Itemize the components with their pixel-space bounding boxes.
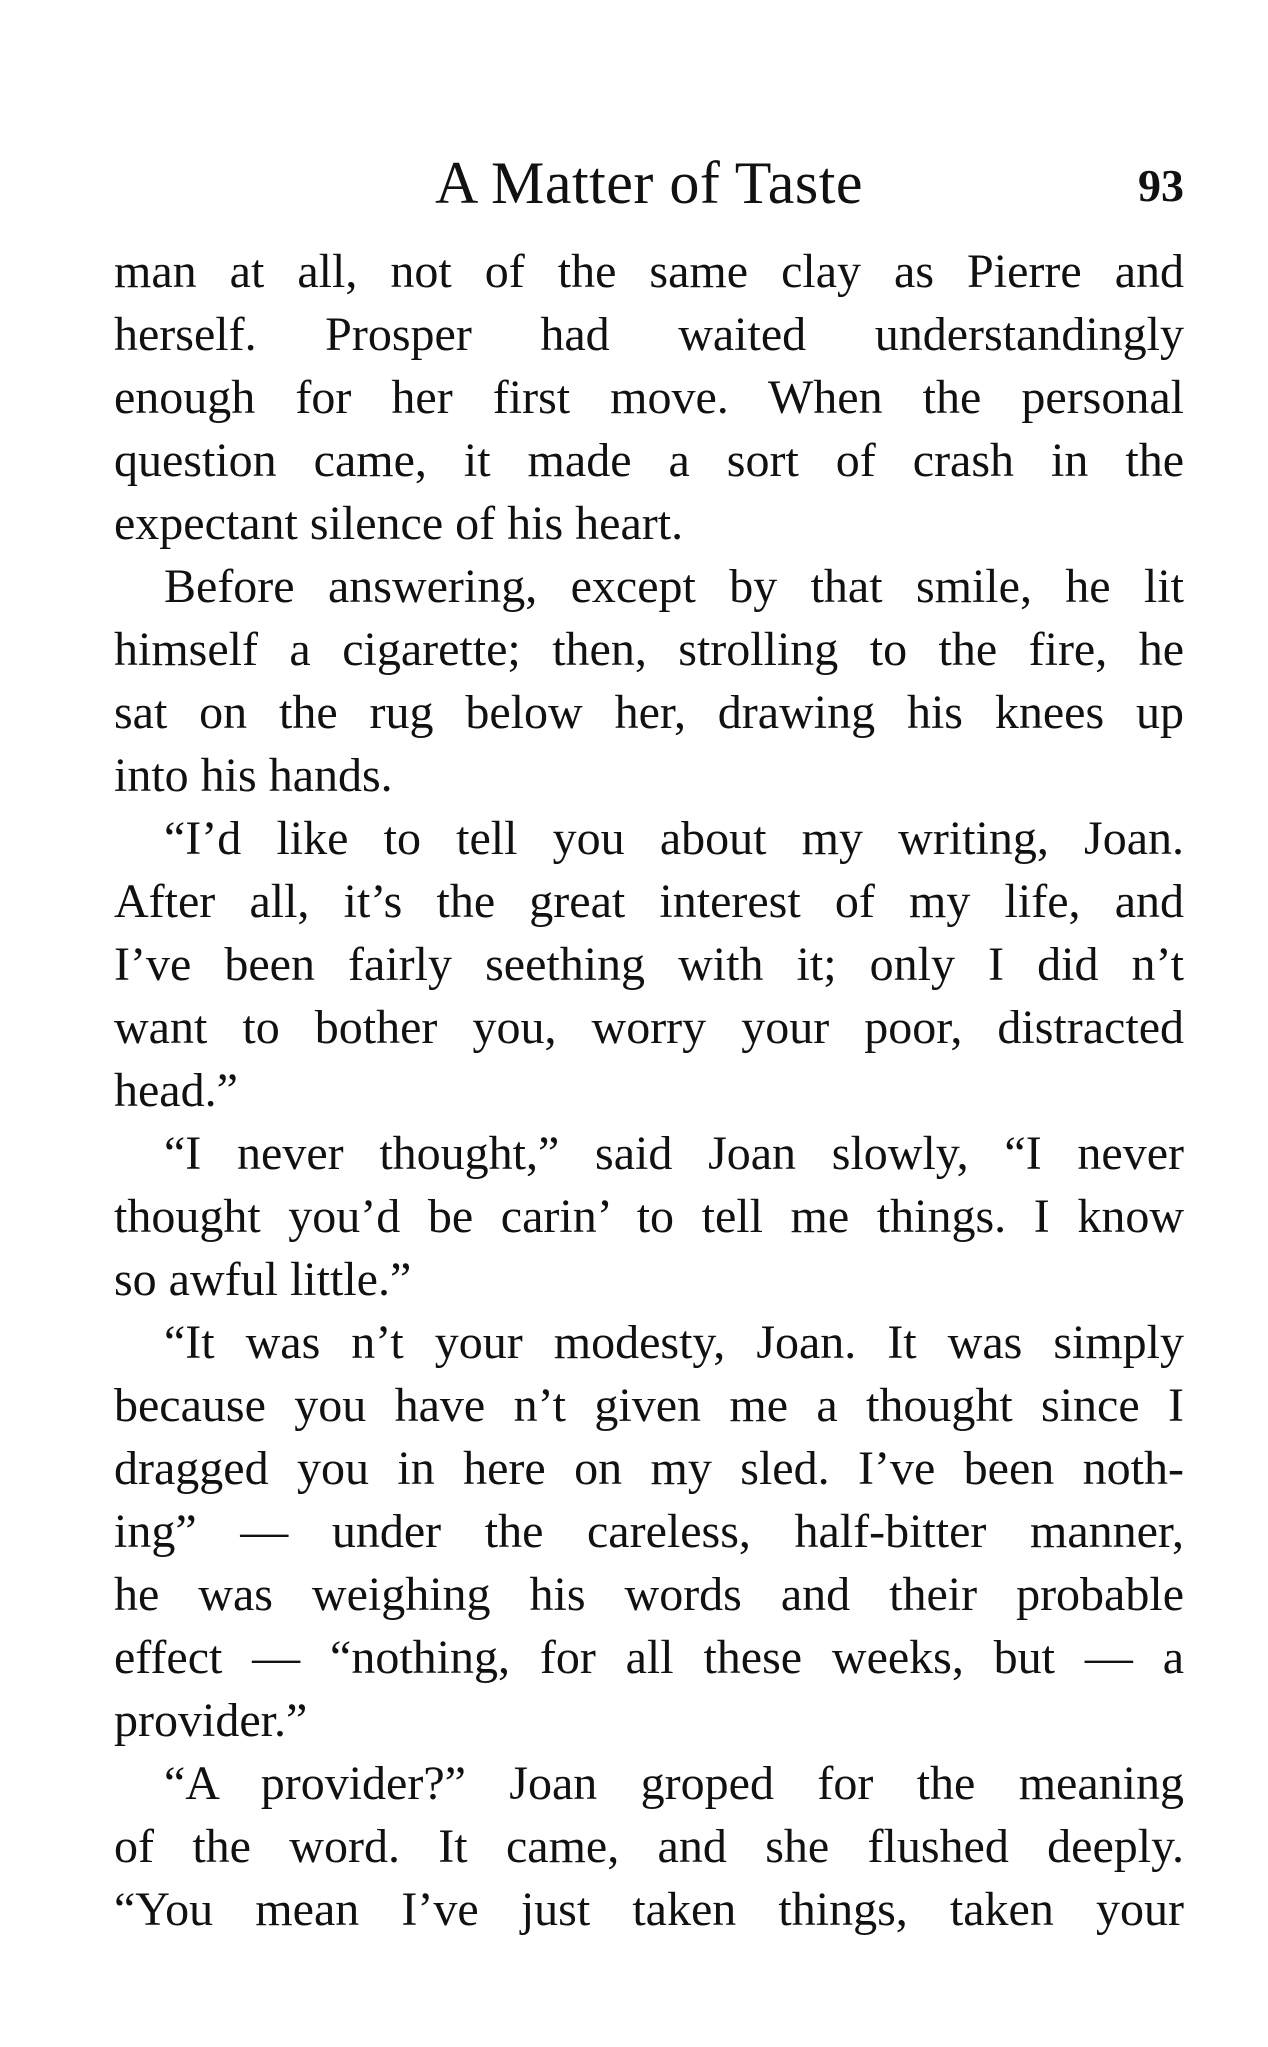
body-text: [114, 240, 1184, 1941]
text-line: want to bother you, worry your poor, distracted: [114, 1001, 1184, 1054]
running-title: A Matter of Taste: [434, 150, 864, 216]
text-line: he was weighing his words and their probable: [114, 1568, 1184, 1621]
text-line: man at all, not of the same clay as Pierre and: [114, 245, 1184, 298]
text-line: sat on the rug below her, drawing his knees up: [114, 686, 1184, 739]
text-line: into his hands.: [114, 749, 393, 802]
text-line: provider.”: [114, 1694, 308, 1747]
text-line: After all, it’s the great interest of my life, and: [114, 875, 1184, 928]
text-line: thought you’d be carin’ to tell me things. I know: [114, 1190, 1184, 1243]
text-line: “A provider?” Joan groped for the meaning: [164, 1757, 1184, 1810]
text-line: himself a cigarette; then, strolling to the fire, he: [114, 623, 1184, 676]
text-line: ing” — under the careless, half-bitter manner,: [114, 1505, 1184, 1558]
paragraph: [114, 807, 1184, 1122]
text-line: herself. Prosper had waited understandingly: [114, 308, 1184, 361]
running-head: [114, 148, 1184, 218]
paragraph: [114, 1122, 1184, 1311]
text-line: of the word. It came, and she flushed deeply.: [114, 1820, 1184, 1873]
text-line: “I never thought,” said Joan slowly, “I never: [164, 1127, 1184, 1180]
text-line: expectant silence of his heart.: [114, 497, 684, 550]
paragraph: [114, 1311, 1184, 1752]
page-number: 93: [1138, 160, 1184, 211]
text-line: so awful little.”: [114, 1253, 412, 1306]
paragraph: [114, 240, 1184, 555]
text-line: “It was n’t your modesty, Joan. It was simply: [164, 1316, 1184, 1369]
paragraph: [114, 1752, 1184, 1941]
paragraph: [114, 555, 1184, 807]
text-line: effect — “nothing, for all these weeks, but — a: [114, 1631, 1184, 1684]
text-line: enough for her first move. When the personal: [114, 371, 1184, 424]
text-line: I’ve been fairly seething with it; only I did n’t: [114, 938, 1184, 991]
text-line: “I’d like to tell you about my writing, Joan.: [164, 812, 1184, 865]
text-line: question came, it made a sort of crash in the: [114, 434, 1184, 487]
text-line: because you have n’t given me a thought since I: [114, 1379, 1184, 1432]
text-line: dragged you in here on my sled. I’ve been noth-: [114, 1442, 1184, 1495]
text-line: head.”: [114, 1064, 238, 1117]
text-line: “You mean I’ve just taken things, taken your: [114, 1883, 1184, 1936]
text-line: Before answering, except by that smile, he lit: [164, 560, 1184, 613]
